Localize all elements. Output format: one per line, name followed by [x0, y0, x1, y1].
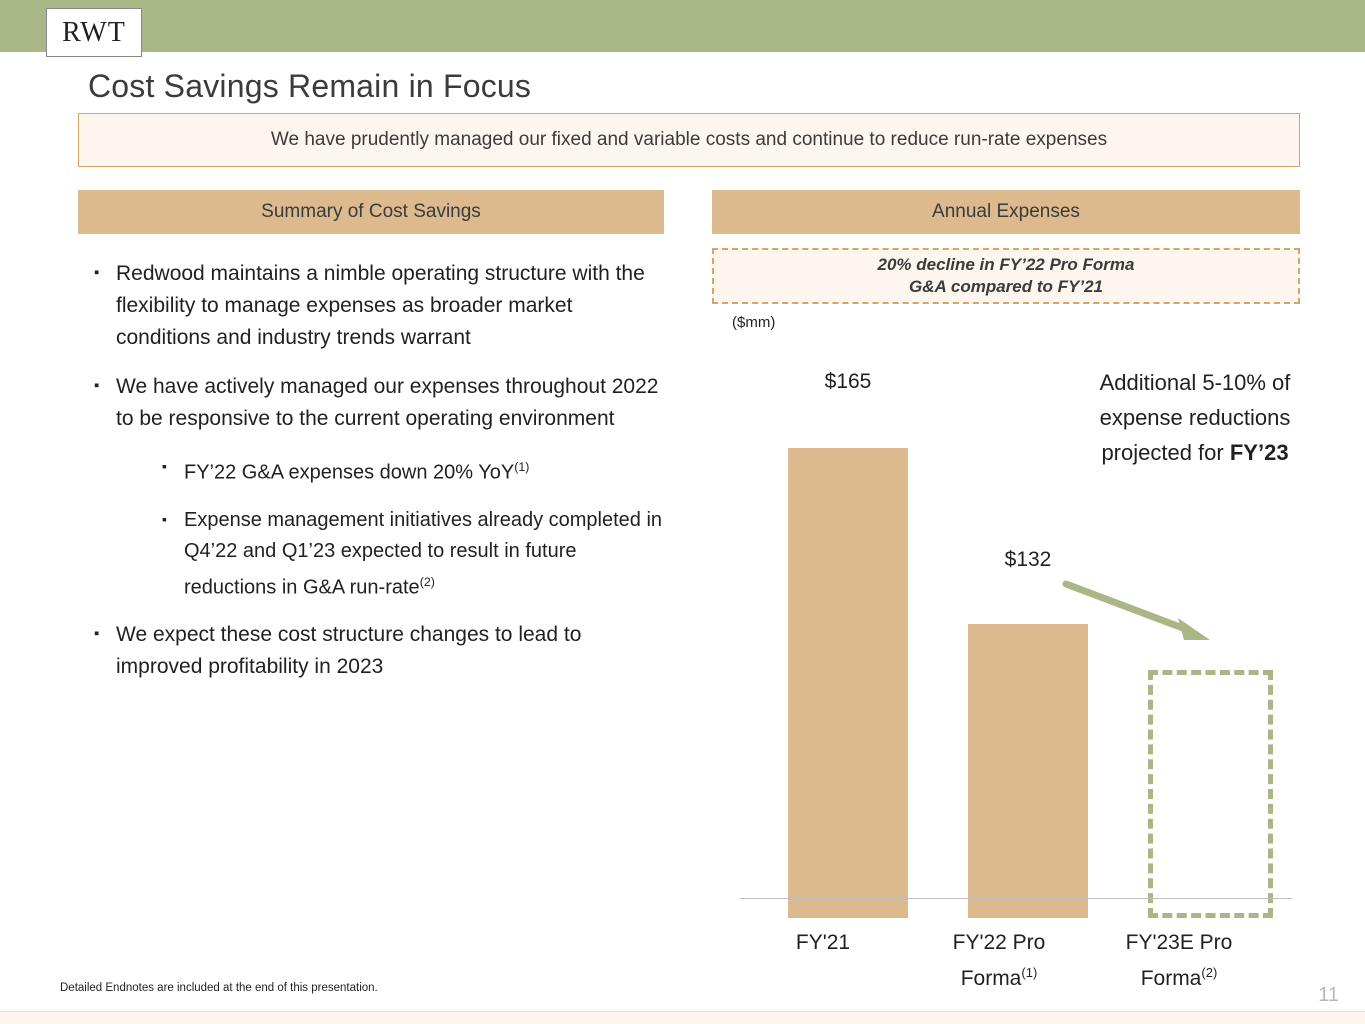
summary-banner-text: We have prudently managed our fixed and variable costs and continue to reduce run-rate expenses: [270, 129, 1108, 150]
projection-note: [1090, 365, 1300, 470]
bar-label-fy22-pro-forma: $132: [1004, 548, 1052, 571]
logo: [46, 8, 142, 57]
bar-fy23e-projected-placeholder: [1148, 670, 1273, 918]
page-title: Cost Savings Remain in Focus: [88, 68, 532, 104]
list-item: [88, 371, 668, 435]
category-text: FY'21: [795, 931, 851, 954]
chart-callout-line1: 20% decline in FY’22 Pro Forma: [877, 255, 1135, 274]
section-header-right-label: Annual Expenses: [932, 201, 1080, 222]
bullet-list: [88, 258, 668, 700]
bullet-text: Expense management initiatives already completed in Q4’22 and Q1’23 expected to result in future reductions in G&A run-rate: [184, 508, 663, 599]
chart-category-label-fy21: [738, 928, 908, 958]
bullet-text: We have actively managed our expenses throughout 2022 to be responsive to the current operating environment: [116, 375, 659, 430]
section-header-right: [712, 190, 1300, 234]
chart-category-label-fy23e: [1094, 928, 1264, 994]
bullet-text: Redwood maintains a nimble operating structure with the flexibility to manage expenses as broader market conditions and industry trends warrant: [116, 262, 645, 349]
chart-units-label: ($mm): [732, 314, 776, 331]
chart-callout-line2: G&A compared to FY’21: [909, 277, 1103, 296]
header-band: [0, 0, 1365, 52]
bullet-text: We expect these cost structure changes to lead to improved profitability in 2023: [116, 623, 582, 679]
category-text: FY'22 Pro Forma: [952, 931, 1046, 990]
logo-text: RWT: [62, 16, 126, 48]
bullet-footnote-ref: (2): [419, 574, 435, 589]
bar-fy21: [788, 448, 908, 918]
chart-baseline: [740, 898, 1292, 899]
section-header-left-label: Summary of Cost Savings: [261, 201, 481, 222]
category-footnote-ref: (1): [1021, 965, 1038, 980]
category-footnote-ref: (2): [1201, 965, 1218, 980]
chart-callout: [712, 248, 1300, 304]
footnote: Detailed Endnotes are included at the end of this presentation.: [60, 982, 378, 994]
summary-banner: [78, 113, 1300, 167]
bar-fy22-pro-forma: [968, 624, 1088, 918]
bullet-footnote-ref: (1): [514, 460, 530, 474]
down-arrow-icon: [1060, 578, 1220, 648]
category-text: FY'23E Pro Forma: [1125, 931, 1233, 990]
page-number: 11: [1318, 984, 1339, 1006]
chart-category-label-fy22: [914, 928, 1084, 994]
list-item: [156, 505, 668, 604]
section-header-left: [78, 190, 664, 234]
list-item: [88, 619, 668, 683]
list-item: [88, 258, 668, 354]
footer-strip: [0, 1011, 1365, 1024]
bullet-text: FY’22 G&A expenses down 20% YoY: [184, 461, 515, 484]
list-item: [156, 452, 668, 489]
bar-label-fy21: $165: [824, 370, 872, 393]
projection-note-text: Additional 5-10% of expense reductions projected for: [1099, 370, 1291, 465]
projection-note-emphasis: FY’23: [1229, 440, 1289, 465]
